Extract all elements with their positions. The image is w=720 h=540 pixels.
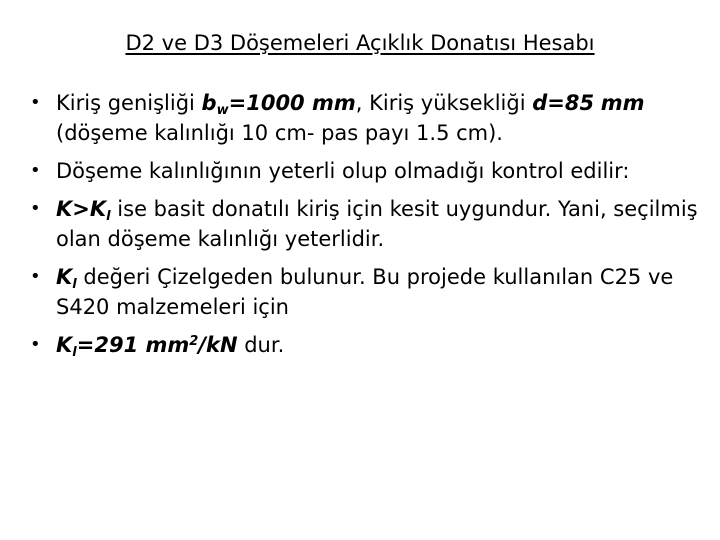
k-condition-base: K>K [56, 197, 107, 221]
squared-superscript: 2 [189, 333, 199, 349]
kl-subscript: l [106, 208, 111, 224]
bullet-icon: • [30, 266, 41, 287]
bullet-item-condition [30, 194, 700, 254]
bullet-icon: • [30, 198, 41, 219]
kl-value [56, 333, 238, 360]
bw-base: b [201, 91, 217, 115]
kl-base: K [56, 265, 73, 289]
text: , Kiriş yüksekliği [355, 91, 533, 115]
bullet-icon: • [30, 160, 41, 181]
text: (döşeme kalınlığı 10 cm- pas payı 1.5 cm). [56, 121, 503, 145]
slide-title: D2 ve D3 Döşemeleri Açıklık Donatısı Hesabı [125, 31, 595, 55]
bullet-icon: • [30, 334, 41, 355]
bullet-icon: • [30, 92, 41, 113]
bullet-item-thickness-check [30, 156, 700, 186]
text: Döşeme kalınlığının yeterli olup olmadığı kontrol edilir: [56, 159, 630, 183]
text: değeri Çizelgeden bulunur. Bu projede kullanılan C25 ve S420 malzemeleri için [56, 265, 674, 319]
bullet-item-kl-table [30, 262, 700, 322]
kl-subscript: l [72, 344, 77, 360]
kl-number: =291 mm [76, 333, 190, 357]
kl-subscript: l [72, 276, 77, 292]
text: ise basit donatılı kiriş için kesit uygundur. Yani, seçilmiş olan döşeme kalınlığı yeterlidir. [56, 197, 698, 251]
bw-subscript: w [216, 102, 229, 118]
bullet-list [30, 88, 700, 368]
d-value: d=85 [532, 91, 595, 115]
text: Kiriş genişliği [56, 91, 202, 115]
kl-unit: /kN [198, 333, 238, 357]
kl-symbol [56, 265, 77, 292]
unit-mm: mm [600, 91, 645, 115]
bullet-item-kl-value [30, 330, 700, 360]
text: dur. [237, 333, 285, 357]
bw-value: =1000 mm [228, 91, 356, 115]
bullet-item-beam-dimensions [30, 88, 700, 148]
kl-base: K [56, 333, 73, 357]
bw-symbol [201, 91, 356, 118]
k-condition [56, 197, 111, 224]
